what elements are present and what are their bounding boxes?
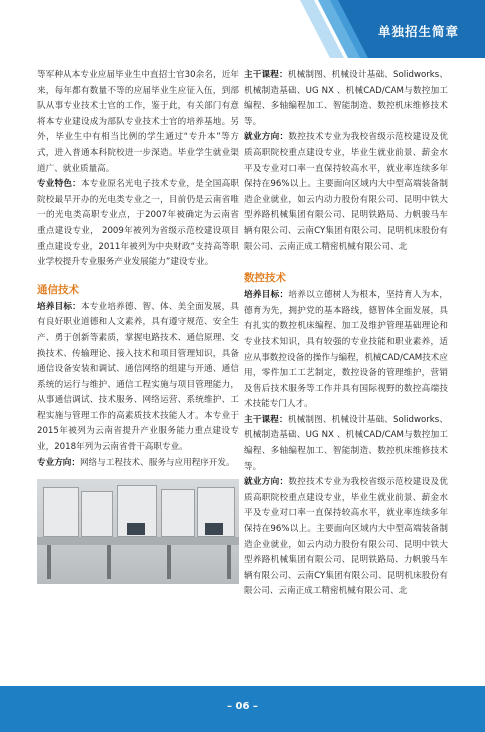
cnc-goal-paragraph <box>244 288 448 413</box>
equipment-panel <box>81 491 113 537</box>
employment-label: 就业方向： <box>244 132 289 143</box>
employment-paragraph <box>244 130 448 255</box>
direction-label: 专业方向： <box>37 457 80 468</box>
cnc-courses-label: 主干课程： <box>244 414 288 425</box>
lab-photo <box>37 479 239 584</box>
section-title-communication: 通信技术 <box>37 283 79 296</box>
cnc-goal-text: 培养以立德树人为根本，坚持育人为本，德育为先，拥护党的基本路线，德智体全面发展，具有扎实的数控机床编程、加工及维护管理基础理论和专业技术知识，具有较强的专业技能和职业素养，适应从事数控设备的操作与编程，机械CAD/CAM技术应用，零件加工工艺制定，数控设备的管理维护，营销及售后技术服务等工作并具有国际视野的数控高端技术技能专门人才。 <box>244 290 448 410</box>
cnc-courses-text: 机械制图、机械设计基础、Solidworks、机械制造基础、UG NX 、机械CAD/CAM与数控加工编程、多轴编程加工、智能制造、数控机床维修技术等。 <box>244 414 448 472</box>
courses-paragraph <box>244 68 448 130</box>
cnc-courses-paragraph <box>244 413 448 475</box>
cnc-goal-label: 培养目标： <box>244 290 289 301</box>
cnc-employment-text: 数控技术专业为我校省级示范校建设及优质高职院校重点建设专业，毕业生就业前景、薪金水平及专业对口率一直保持较高水平，就业率连续多年保持在96%以上。主要面向区域内大中型高端装备制造企业就业，如云内动力股份有限公司、昆明中铁大型养路机械集团有限公司、昆明铁路局、力帆骏马车辆有限公司、云南CY集团有限公司、昆明机床股份有限公司、云南正成工精密机械有限公司、北 <box>244 477 448 597</box>
equipment-panel <box>161 489 195 537</box>
direction-paragraph <box>37 456 239 472</box>
workbench-leg <box>107 545 111 579</box>
features-paragraph <box>37 177 239 271</box>
employment-text: 数控技术专业为我校省级示范校建设及优质高职院校重点建设专业，毕业生就业前景、薪金水平及专业对口率一直保持较高水平，就业率连续多年保持在96%以上。主要面向区域内大中型高端装备制造企业就业，如云内动力股份有限公司、昆明中铁大型养路机械集团有限公司、昆明铁路局、力帆骏马车辆有限公司、云南CY集团有限公司、昆明机床股份有限公司、云南正成工精密机械有限公司、北 <box>244 132 448 252</box>
cnc-employment-label: 就业方向： <box>244 477 289 488</box>
features-label: 专业特色： <box>37 179 81 190</box>
direction-text: 网络与工程技术、服务与应用程序开发。 <box>79 457 235 468</box>
page-header-title: 单独招生简章 <box>377 24 459 39</box>
courses-text: 机械制图、机械设计基础、Solidworks、机械制造基础、UG NX 、机械CAD/CAM与数控加工编程、多轴编程加工、智能制造、数控机床维修技术等。 <box>244 70 448 127</box>
monitor <box>205 523 223 535</box>
goal-paragraph <box>37 300 239 456</box>
goal-label: 培养目标： <box>37 301 81 312</box>
courses-label: 主干课程： <box>244 70 288 80</box>
workbench-leg <box>227 545 231 579</box>
workbench <box>37 537 239 545</box>
section-title-cnc: 数控技术 <box>244 272 286 285</box>
goal-text: 本专业培养德、智、体、美全面发展，具有良好职业道德和人文素养，具有遵守规范、安全生产、勇于创新等素质，掌握电路技术、通信原理、交换技术、传输理论、接入技术和项目管理知识，具备通信设备安装和调试、通信网络的组建与开通、通信系统的运行与维护、通信工程实施与项目管理能力，从事通信调试、技术服务、网络运营、系统维护、工程实施与管理工作的高素质技术技能人才。本专业于2015年被列为云南省提升产业服务能力重点建设专业，2018年列为云南省骨干高职专业。 <box>37 301 239 453</box>
header-banner <box>0 0 485 58</box>
equipment-panel <box>43 487 79 537</box>
monitor <box>127 523 145 535</box>
workbench-leg <box>47 545 51 579</box>
left-column <box>37 68 239 584</box>
features-text: 本专业原名光电子技术专业，是全国高职院校最早开办的光电类专业之一，目前仍是云南省唯一的光电类高职专业点，于2007年被确定为云南省重点建设专业， 2009年被列为省级示范校建设项目重点建设专业，2011年被列为中央财政“支持高等职业学校提升专业服务产业发展能力”建设专业。 <box>37 179 239 268</box>
right-column <box>244 68 448 600</box>
page-number: – 06 – <box>227 701 258 712</box>
cnc-employment-paragraph <box>244 475 448 600</box>
employment-intro: 等军种从本专业应届毕业生中直招士官30余名，近年来，每年都有数量不等的应届毕业生应征入伍，到部队从事专业技术士官的工作，鉴于此，有关部门有意将本专业建设成为部队专业技术士官的培养基地。另外，毕业生中有相当比例的学生通过“专升本”等方式，进入普通本科院校进一步深造。毕业学生就业渠道广、就业质量高。 <box>37 70 239 174</box>
workbench-leg <box>167 545 171 579</box>
